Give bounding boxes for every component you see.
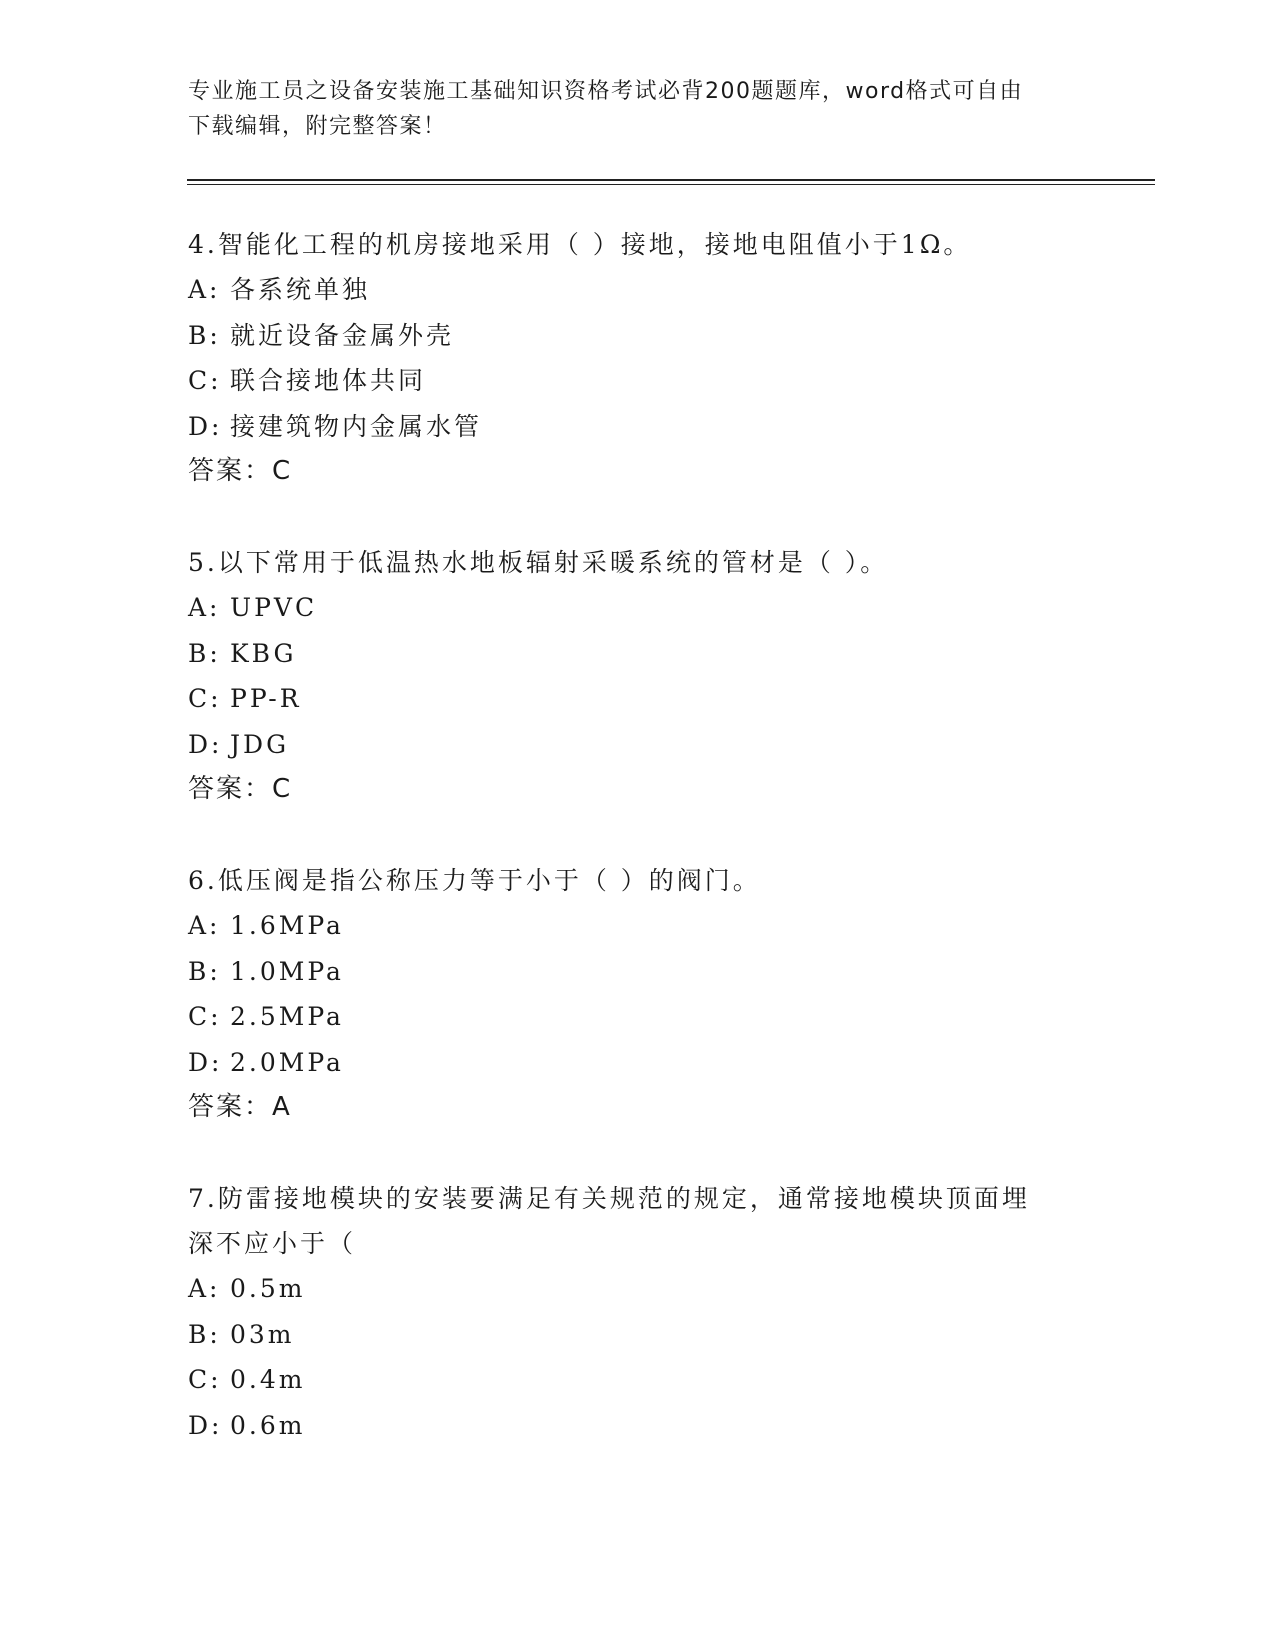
option-d	[188, 722, 1088, 768]
option-letter: B:	[188, 638, 221, 668]
option-letter: C:	[188, 1365, 222, 1394]
answer-line: 答案：C	[188, 774, 293, 804]
option-text: 2.5MPa	[230, 1002, 344, 1031]
answer-line: 答案：C	[188, 456, 293, 486]
option-letter: D:	[188, 729, 223, 759]
option-letter: D:	[188, 1047, 223, 1077]
question-stem: 4.智能化工程的机房接地采用（ ）接地，接地电阻值小于1Ω。	[188, 230, 972, 259]
option-text: 03m	[230, 1319, 295, 1349]
header-title-line1: 专业施工员之设备安装施工基础知识资格考试必背200题题库，word格式可自由	[188, 79, 1024, 104]
option-c	[188, 994, 1088, 1040]
question-stem: 5.以下常用于低温热水地板辐射采暖系统的管材是（ ）。	[188, 548, 889, 577]
option-letter: C:	[188, 684, 222, 713]
question-stem-line1: 7.防雷接地模块的安装要满足有关规范的规定，通常接地模块顶面埋	[188, 1184, 1030, 1213]
option-b	[188, 949, 1088, 995]
option-b	[188, 313, 1088, 359]
option-letter: B:	[188, 320, 221, 350]
option-b	[188, 1312, 1088, 1358]
option-text: PP-R	[230, 684, 302, 713]
question-stem: 6.低压阀是指公称压力等于小于（ ）的阀门。	[188, 866, 761, 895]
option-text: 0.6m	[230, 1410, 306, 1440]
option-text: 接建筑物内金属水管	[230, 411, 483, 441]
option-letter: A:	[188, 593, 221, 622]
option-letter: C:	[188, 1002, 222, 1031]
header-divider	[187, 179, 1155, 181]
question-7	[188, 1176, 1088, 1448]
option-letter: A:	[188, 1274, 221, 1303]
option-b	[188, 631, 1088, 677]
option-letter: D:	[188, 1410, 223, 1440]
option-text: 0.4m	[230, 1365, 306, 1394]
option-text: 1.6MPa	[230, 911, 344, 940]
question-6	[188, 858, 1088, 1130]
option-c	[188, 1357, 1088, 1403]
option-text: KBG	[230, 638, 297, 668]
question-4	[188, 222, 1088, 494]
option-letter: A:	[188, 911, 221, 940]
question-stem-line2: 深不应小于（	[188, 1229, 357, 1258]
option-d	[188, 404, 1088, 450]
option-letter: B:	[188, 1319, 221, 1349]
option-letter: D:	[188, 411, 223, 441]
answer-line: 答案：A	[188, 1092, 292, 1122]
option-text: 0.5m	[230, 1274, 306, 1303]
option-text: 就近设备金属外壳	[230, 320, 455, 350]
option-a	[188, 1266, 1088, 1312]
option-a	[188, 585, 1088, 631]
option-letter: C:	[188, 366, 222, 395]
header-title-line2: 下载编辑，附完整答案！	[188, 114, 447, 139]
option-text: 2.0MPa	[230, 1047, 344, 1077]
option-d	[188, 1403, 1088, 1449]
option-c	[188, 358, 1088, 404]
option-a	[188, 267, 1088, 313]
option-text: UPVC	[230, 593, 318, 622]
option-text: 各系统单独	[230, 275, 371, 304]
option-d	[188, 1040, 1088, 1086]
option-text: 联合接地体共同	[230, 366, 427, 395]
option-letter: A:	[188, 275, 221, 304]
document-header	[188, 74, 1088, 144]
option-letter: B:	[188, 956, 221, 986]
option-c	[188, 676, 1088, 722]
option-text: 1.0MPa	[230, 956, 344, 986]
header-divider-thin	[187, 184, 1155, 185]
question-5	[188, 540, 1088, 812]
option-a	[188, 903, 1088, 949]
option-text: JDG	[230, 729, 290, 759]
